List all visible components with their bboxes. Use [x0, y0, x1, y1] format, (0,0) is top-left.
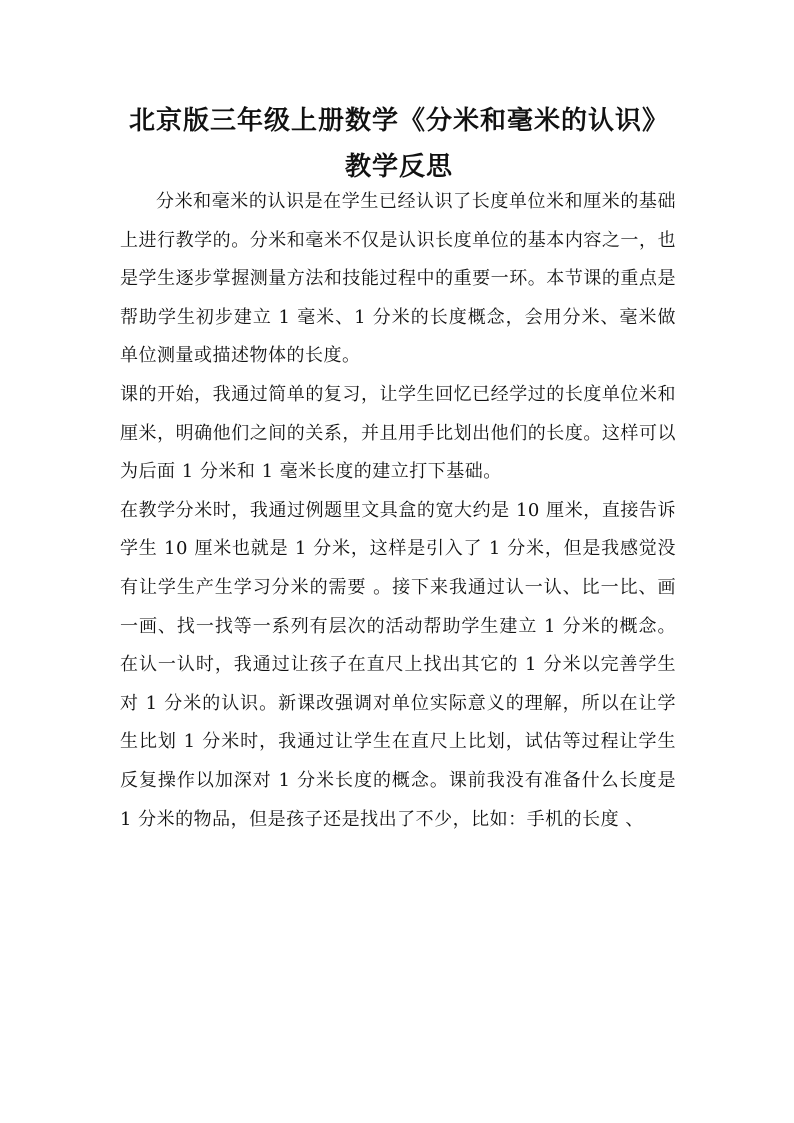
document-body — [120, 183, 676, 839]
paragraph-teaching-decimeter: 在教学分米时，我通过例题里文具盒的宽大约是 10 厘米，直接告诉学生 10 厘米也就是 1 分米，这样是引入了 1 分米，但是我感觉没有让学生产生学习分米的需要 。接下来我通过认一认、比一比、画一画、找一找等一系列有层次的活动帮助学生建立 1 分米的概念。在认一认时，我通过让孩子在直尺上找出其它的 1 分米以完善学生对 1 分米的认识。新课改强调对单位实际意义的理解，所以在让学生比划 1 分米时，我通过让学生在直尺上比划，试估等过程让学生反复操作以加深对 1 分米长度的概念。课前我没有准备什么长度是 1 分米的物品，但是孩子还是找出了不少，比如：手机的长度 、 — [120, 499, 676, 830]
paragraph-intro: 分米和毫米的认识是在学生已经认识了长度单位米和厘米的基础上进行教学的。分米和毫米不仅是认识长度单位的基本内容之一，也是学生逐步掌握测量方法和技能过程中的重要一环。本节课的重点是帮助学生初步建立 1 毫米、1 分米的长度概念，会用分米、毫米做单位测量或描述物体的长度。 — [120, 191, 676, 367]
paragraph-lesson-start: 课的开始，我通过简单的复习，让学生回忆已经学过的长度单位米和厘米，明确他们之间的关系，并且用手比划出他们的长度。这样可以为后面 1 分米和 1 毫米长度的建立打下基础。 — [120, 383, 676, 483]
document-title: 北京版三年级上册数学《分米和毫米的认识》教学反思 — [128, 106, 669, 182]
